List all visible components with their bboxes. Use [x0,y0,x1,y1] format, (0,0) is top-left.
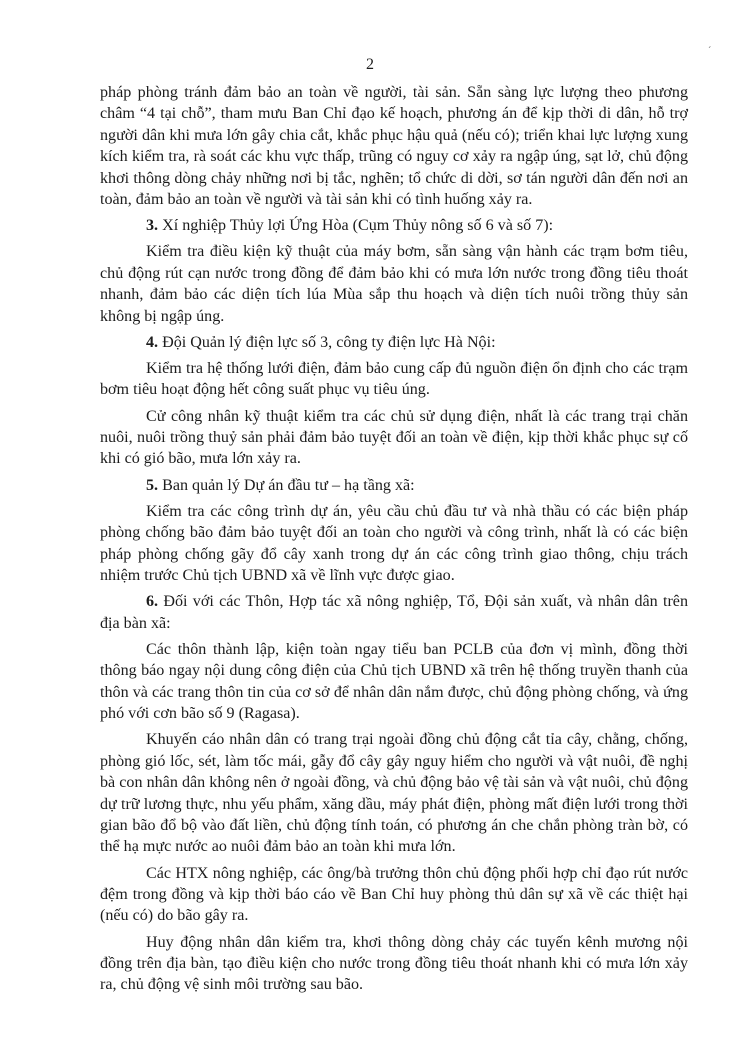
section-title: Xí nghiệp Thủy lợi Ứng Hòa (Cụm Thủy nông số 6 và số 7): [158,217,554,235]
paragraph: Các HTX nông nghiệp, các ông/bà trưởng thôn chủ động phối hợp chỉ đạo rút nước đệm trong đồng và kịp thời báo cáo về Ban Chỉ huy phòng thủ dân sự xã về các thiệt hại (nếu có) do bão gây ra. [100,864,688,925]
section-heading-5 [100,475,688,496]
document-body [100,82,688,1001]
scan-mark: ´ [708,46,712,57]
paragraph: Kiểm tra các công trình dự án, yêu cầu chủ đầu tư và nhà thầu có các biện pháp phòng chống bão đảm bảo tuyệt đối an toàn cho người và công trình, nhất là có các biện pháp phòng chống gãy đổ cây xanh trong dự án các công trình giao thông, chịu trách nhiệm trước Chủ tịch UBND xã về lĩnh vực được giao. [100,502,688,585]
paragraph: Khuyến cáo nhân dân có trang trại ngoài đồng chủ động cắt tỉa cây, chằng, chống, phòng gió lốc, sét, làm tốc mái, gẫy đổ cây gây nguy hiểm cho người và vật nuôi, đề nghị bà con nhân dân không nên ở ngoài đồng, và chủ động bảo vệ tài sản và vật nuôi, chủ động dự trữ lương thực, nhu yếu phẩm, xăng dầu, máy phát điện, phòng mất điện lưới trong thời gian bão đổ bộ vào đất liền, chủ động tính toán, có phương án che chắn phòng tràn bờ, có thể hạ mực nước ao nuôi đảm bảo an toàn khi mưa lớn. [100,731,688,856]
paragraph: Huy động nhân dân kiểm tra, khơi thông dòng chảy các tuyến kênh mương nội đồng trên địa bàn, tạo điều kiện cho nước trong đồng tiêu thoát nhanh khi có mưa lớn xảy ra, chủ động vệ sinh môi trường sau bão. [100,933,688,994]
paragraph: Kiểm tra hệ thống lưới điện, đảm bảo cung cấp đủ nguồn điện ổn định cho các trạm bơm tiêu hoạt động hết công suất phục vụ tiêu úng. [100,360,688,399]
section-title: Đội Quản lý điện lực số 3, công ty điện lực Hà Nội: [158,333,496,351]
section-title: Ban quản lý Dự án đầu tư – hạ tầng xã: [158,476,415,494]
section-heading-6 [100,591,688,634]
section-number: 4. [146,333,159,351]
paragraph: Các thôn thành lập, kiện toàn ngay tiểu ban PCLB của đơn vị mình, đồng thời thông báo ngay nội dung công điện của Chủ tịch UBND xã trên hệ thống truyền thanh của thôn và các trang thôn tin của cơ sở để nhân dân nắm được, chủ động phòng chống, và ứng phó với cơn bão số 9 (Ragasa). [100,640,688,723]
paragraph: Kiểm tra điều kiện kỹ thuật của máy bơm, sẵn sàng vận hành các trạm bơm tiêu, chủ động rút cạn nước trong đồng để đảm bảo khi có mưa lớn nước trong đồng tiêu thoát nhanh, đảm bảo các diện tích lúa Mùa sắp thu hoạch và diện tích nuôi trồng thủy sản không bị ngập úng. [100,243,688,325]
section-title: Đối với các Thôn, Hợp tác xã nông nghiệp, Tổ, Đội sản xuất, và nhân dân trên địa bàn xã: [100,593,688,632]
section-number: 3. [146,217,159,235]
paragraph: pháp phòng tránh đảm bảo an toàn về người, tài sản. Sẵn sàng lực lượng theo phương châm “4 tại chỗ”, tham mưu Ban Chỉ đạo kế hoạch, phương án để kịp thời di dân, hỗ trợ người dân khi mưa lớn gây chia cắt, khắc phục hậu quả (nếu có); triển khai lực lượng xung kích kiểm tra, rà soát các khu vực thấp, trũng có nguy cơ xảy ra ngập úng, sạt lở, chủ động khơi thông dòng chảy những nơi bị tắc, nghẽn; tổ chức di dời, sơ tán người dân đến nơi an toàn, đảm bảo an toàn về người và tài sản khi có tình huống xảy ra. [100,84,688,209]
section-number: 6. [146,593,159,611]
section-heading-3 [100,215,688,236]
section-number: 5. [146,476,159,494]
section-heading-4 [100,332,688,353]
paragraph: Cử công nhân kỹ thuật kiểm tra các chủ sử dụng điện, nhất là các trang trại chăn nuôi, nuôi trồng thuỷ sản phải đảm bảo tuyệt đối an toàn về điện, kịp thời khắc phục sự cố khi có gió bão, mưa lớn xảy ra. [100,407,688,468]
page-number: 2 [366,56,374,73]
